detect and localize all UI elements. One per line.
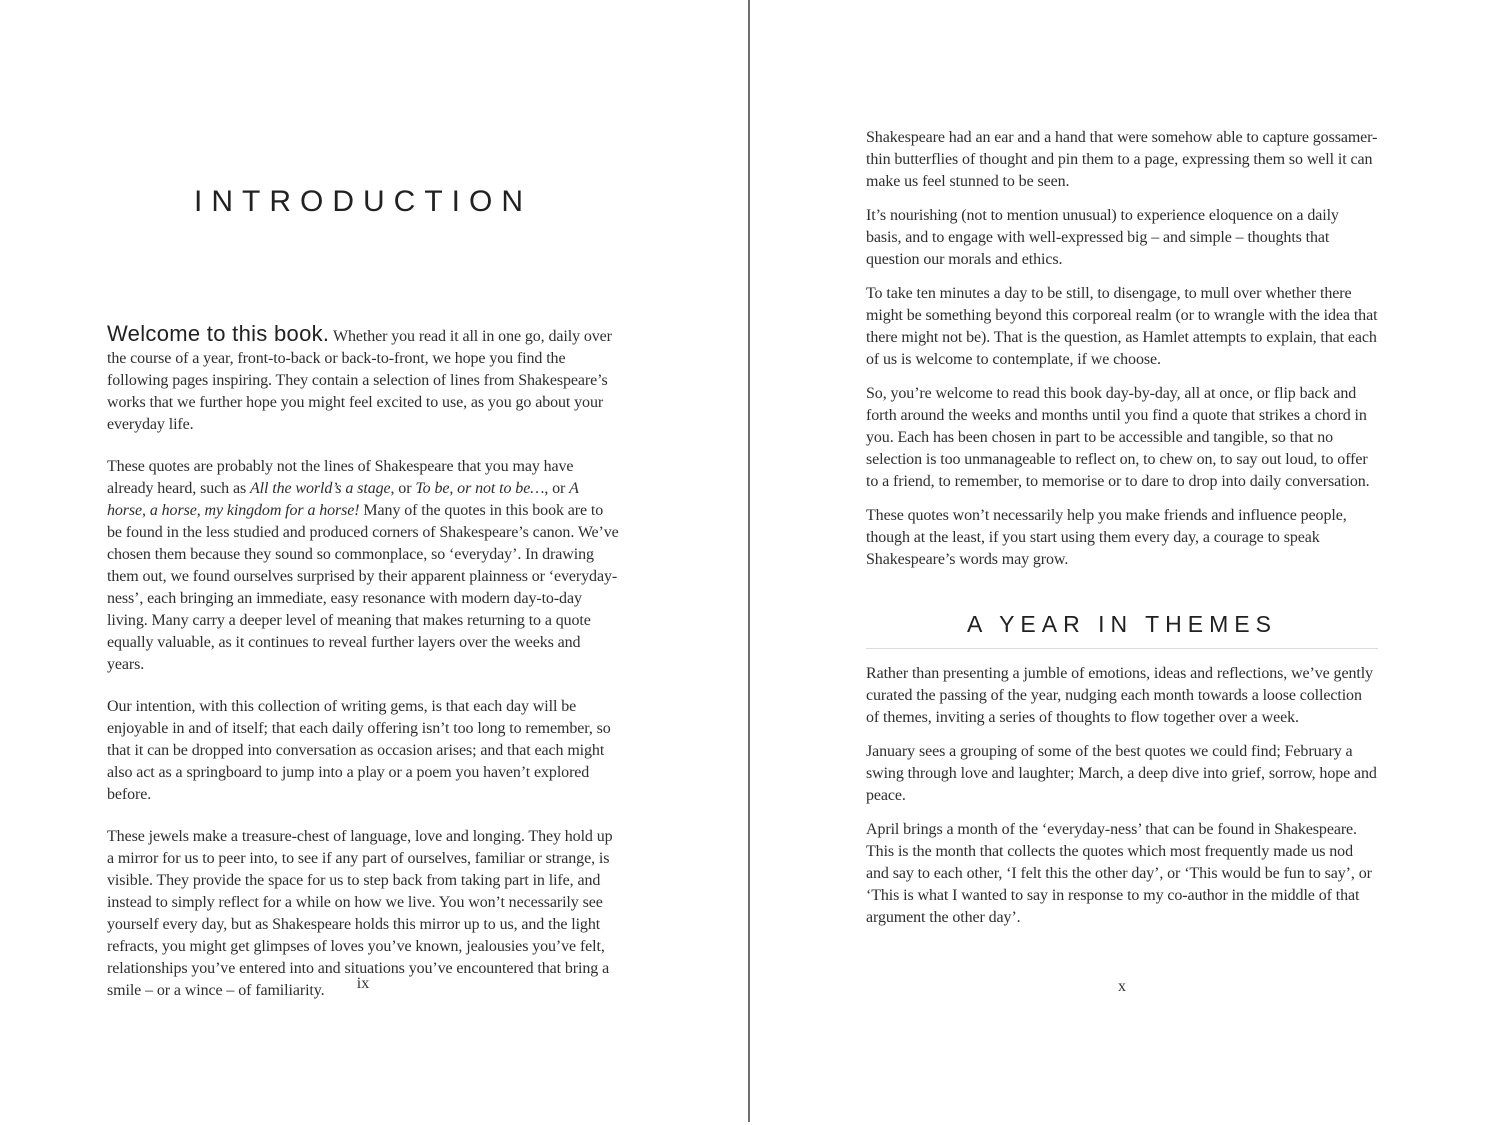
- right-page: [866, 0, 1378, 941]
- welcome-paragraph: [107, 323, 619, 436]
- themes-paragraph: April brings a month of the ‘everyday-ness’ that can be found in Shakespeare. This is the month that collects the quotes which most frequently made us nod and say to each other, ‘I felt this the other day’, or ‘This would be fun to say’, or ‘This is what I wanted to say in response to my co-author in the middle of that argument the other day’.: [866, 821, 1372, 926]
- quotes-overview-paragraph: [107, 456, 619, 676]
- right-page-paragraph: To take ten minutes a day to be still, to disengage, to mull over whether there might be something beyond this corporeal realm (or to wrangle with the idea that there might not be). That is the question, as Hamlet attempts to explain, that each of us is welcome to contemplate, if we choose.: [866, 285, 1378, 368]
- right-page-paragraph: These quotes won’t necessarily help you make friends and influence people, though at the least, if you start using them every day, a courage to speak Shakespeare’s words may grow.: [866, 507, 1347, 568]
- themes-paragraph: January sees a grouping of some of the best quotes we could find; February a swing through love and laughter; March, a deep dive into grief, sorrow, hope and peace.: [866, 743, 1377, 804]
- text-run: , or: [544, 480, 570, 497]
- themes-paragraph: Rather than presenting a jumble of emotions, ideas and reflections, we’ve gently curated the passing of the year, nudging each month towards a loose collection of themes, inviting a series of thoughts to flow together over a week.: [866, 665, 1373, 726]
- right-page-paragraph: So, you’re welcome to read this book day-by-day, all at once, or flip back and forth around the weeks and months until you find a quote that strikes a chord in you. Each has been chosen in part to be accessible and tangible, so that no selection is too unmanageable to reflect on, to chew on, to say out loud, to offer to a friend, to remember, to memorise or to dare to drop into daily conversation.: [866, 385, 1370, 490]
- welcome-paragraph-text: Whether you read it all in one go, daily over the course of a year, front-to-back or back-to-front, we hope you find the following pages inspiring. They contain a selection of lines from Shakespeare’s works that we further hope you might feel excited to use, as you go about your everyday life.: [107, 328, 612, 433]
- quote-title-italic: To be, or not to be…: [415, 480, 545, 497]
- page-number-left: ix: [356, 975, 370, 992]
- chapter-title: INTRODUCTION: [194, 185, 532, 218]
- quote-title-italic: A horse, a horse, my kingdom for a horse!: [107, 480, 579, 519]
- page-gutter-divider: [748, 0, 750, 1122]
- text-run: Many of the quotes in this book are to be found in the less studied and produced corners of Shakespeare’s canon. We’ve chosen them because they sound so commonplace, so ‘everyday’. In drawing them out, we found ourselves surprised by their apparent plainness or ‘everyday-ness’, each bringing an immediate, easy resonance with modern day-to-day living. Many carry a deeper level of meaning that makes returning to a quote equally valuable, as it continues to reveal further layers over the weeks and years.: [107, 502, 619, 673]
- jewels-paragraph: These jewels make a treasure-chest of language, love and longing. They hold up a mirror for us to peer into, to see if any part of ourselves, familiar or strange, is visible. They provide the space for us to step back from taking part in life, and instead to simply reflect for a while on how we live. You won’t necessarily see yourself every day, but as Shakespeare holds this mirror up to us, and the light refracts, you might get glimpses of loves you’ve known, jealousies you’ve felt, relationships you’ve entered into and situations you’ve encountered that bring a smile – or a wince – of familiarity.: [107, 828, 613, 999]
- intention-paragraph: Our intention, with this collection of writing gems, is that each day will be enjoyable in and of itself; that each daily offering isn’t too long to remember, so that it can be dropped into conversation as occasion arises; and that each might also act as a springboard to jump into a play or a poem you haven’t explored before.: [107, 698, 611, 803]
- welcome-lead-in: Welcome to this book.: [107, 321, 330, 346]
- right-page-paragraph: It’s nourishing (not to mention unusual) to experience eloquence on a daily basis, and to engage with well-expressed big – and simple – thoughts that question our morals and ethics.: [866, 207, 1339, 268]
- section-heading-a-year-in-themes: A YEAR IN THEMES: [866, 611, 1378, 649]
- right-page-paragraph: Shakespeare had an ear and a hand that were somehow able to capture gossamer-thin butterflies of thought and pin them to a page, expressing them so well it can make us feel stunned to be seen.: [866, 129, 1378, 190]
- quote-title-italic: All the world’s a stage: [249, 480, 391, 497]
- text-run: These quotes are probably not the lines of Shakespeare that you may have already heard, such as: [107, 458, 574, 497]
- left-page: [107, 0, 619, 1022]
- page-number-right: x: [1118, 978, 1126, 995]
- text-run: , or: [390, 480, 416, 497]
